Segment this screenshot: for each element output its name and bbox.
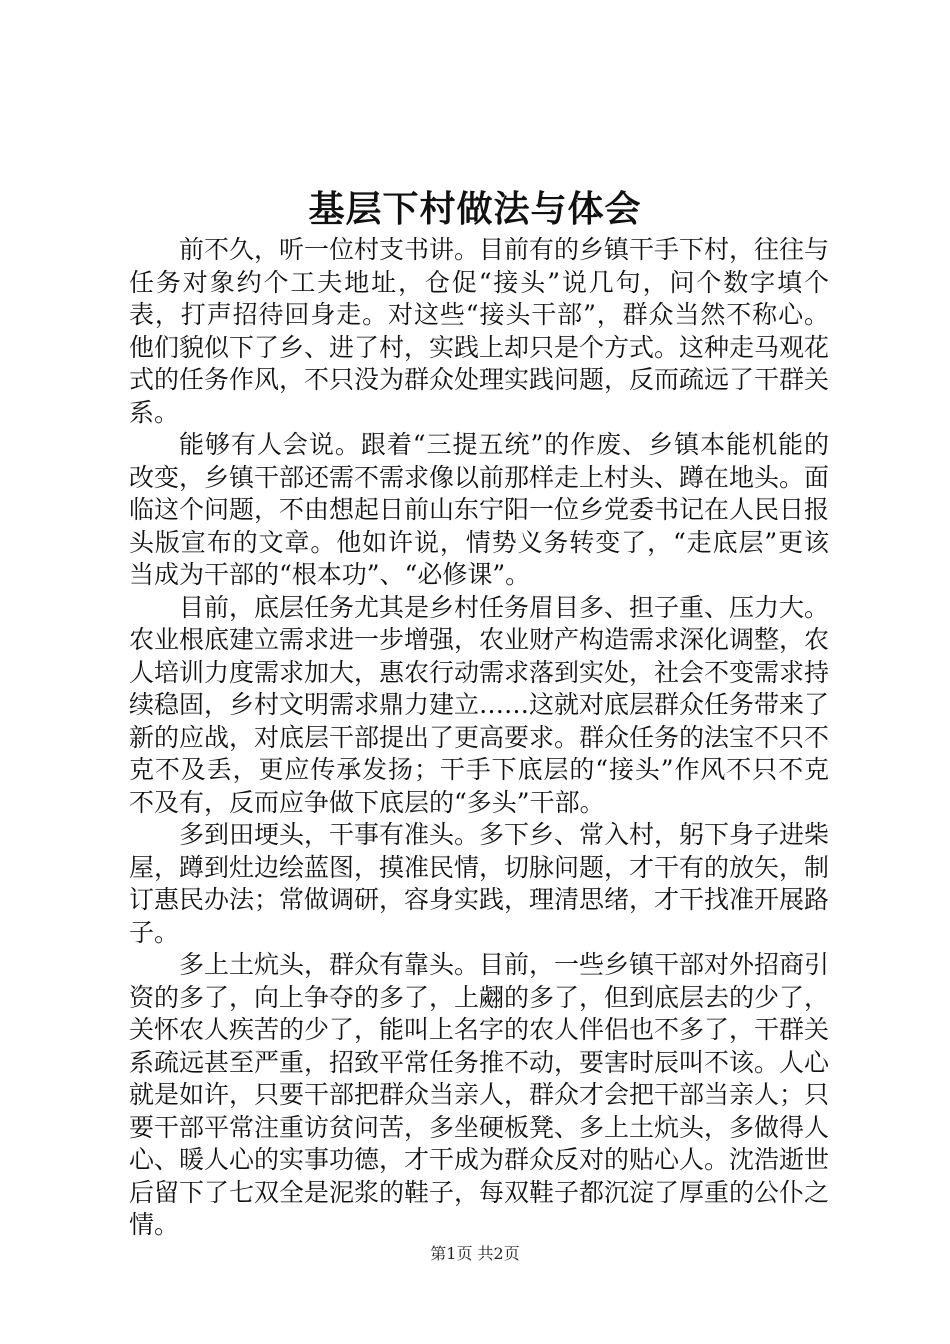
paragraph-5: 多上土炕头，群众有靠头。目前，一些乡镇干部对外招商引资的多了，向上争夺的多了，上翽的多了，但到底层去的少了，关怀农人疾苦的少了，能叫上名字的农人伴侣也不多了，干群关系疏远甚至严重，招致平常任务推不动，要害时辰叫不该。人心就是如许，只要干部把群众当亲人，群众才会把干部当亲人；只要干部平常注重访贫问苦，多坐硬板凳、多上土炕头，多做得人心、暖人心的实事功德，才干成为群众反对的贴心人。沈浩逝世后留下了七双全是泥浆的鞋子，每双鞋子都沉淀了厚重的公仆之情。 xyxy=(129,950,830,1239)
paragraph-1: 前不久，听一位村支书讲。目前有的乡镇干手下村，往往与任务对象约个工夫地址，仓促“接头”说几句，问个数字填个表，打声招待回身走。对这些“接头干部”，群众当然不称心。他们貌似下了乡、进了村，实践上却只是个方式。这种走马观花式的任务作风，不只没为群众处理实践问题，反而疏远了干群关系。 xyxy=(129,235,830,427)
page-title: 基层下村做法与体会 xyxy=(308,188,642,230)
article-body xyxy=(129,234,829,1242)
page-footer: 第1页 共2页 xyxy=(430,1244,520,1263)
paragraph-4: 多到田埂头，干事有准头。多下乡、常入村，躬下身子进柴屋，蹲到灶边绘蓝图，摸准民情，切脉问题，才干有的放矢，制订惠民办法；常做调研，容身实践，理清思绪，才干找准开展路子。 xyxy=(129,820,830,947)
paragraph-2: 能够有人会说。跟着“三提五统”的作废、乡镇本能机能的改变，乡镇干部还需不需求像以前那样走上村头、蹲在地头。面临这个问题，不由想起日前山东宁阳一位乡党委书记在人民日报头版宣布的文章。他如许说，情势义务转变了，“走底层”更该当成为干部的“根本功”、“必修课”。 xyxy=(129,430,830,589)
paragraph-3: 目前，底层任务尤其是乡村任务眉目多、担子重、压力大。农业根底建立需求进一步增强，农业财产构造需求深化调整，农人培训力度需求加大，惠农行动需求落到实处，社会不变需求持续稳固，乡村文明需求鼎力建立……这就对底层群众任务带来了新的应战，对底层干部提出了更高要求。群众任务的法宝不只不克不及丢，更应传承发扬；干手下底层的“接头”作风不只不克不及有，反而应争做下底层的“多头”干部。 xyxy=(129,592,830,817)
